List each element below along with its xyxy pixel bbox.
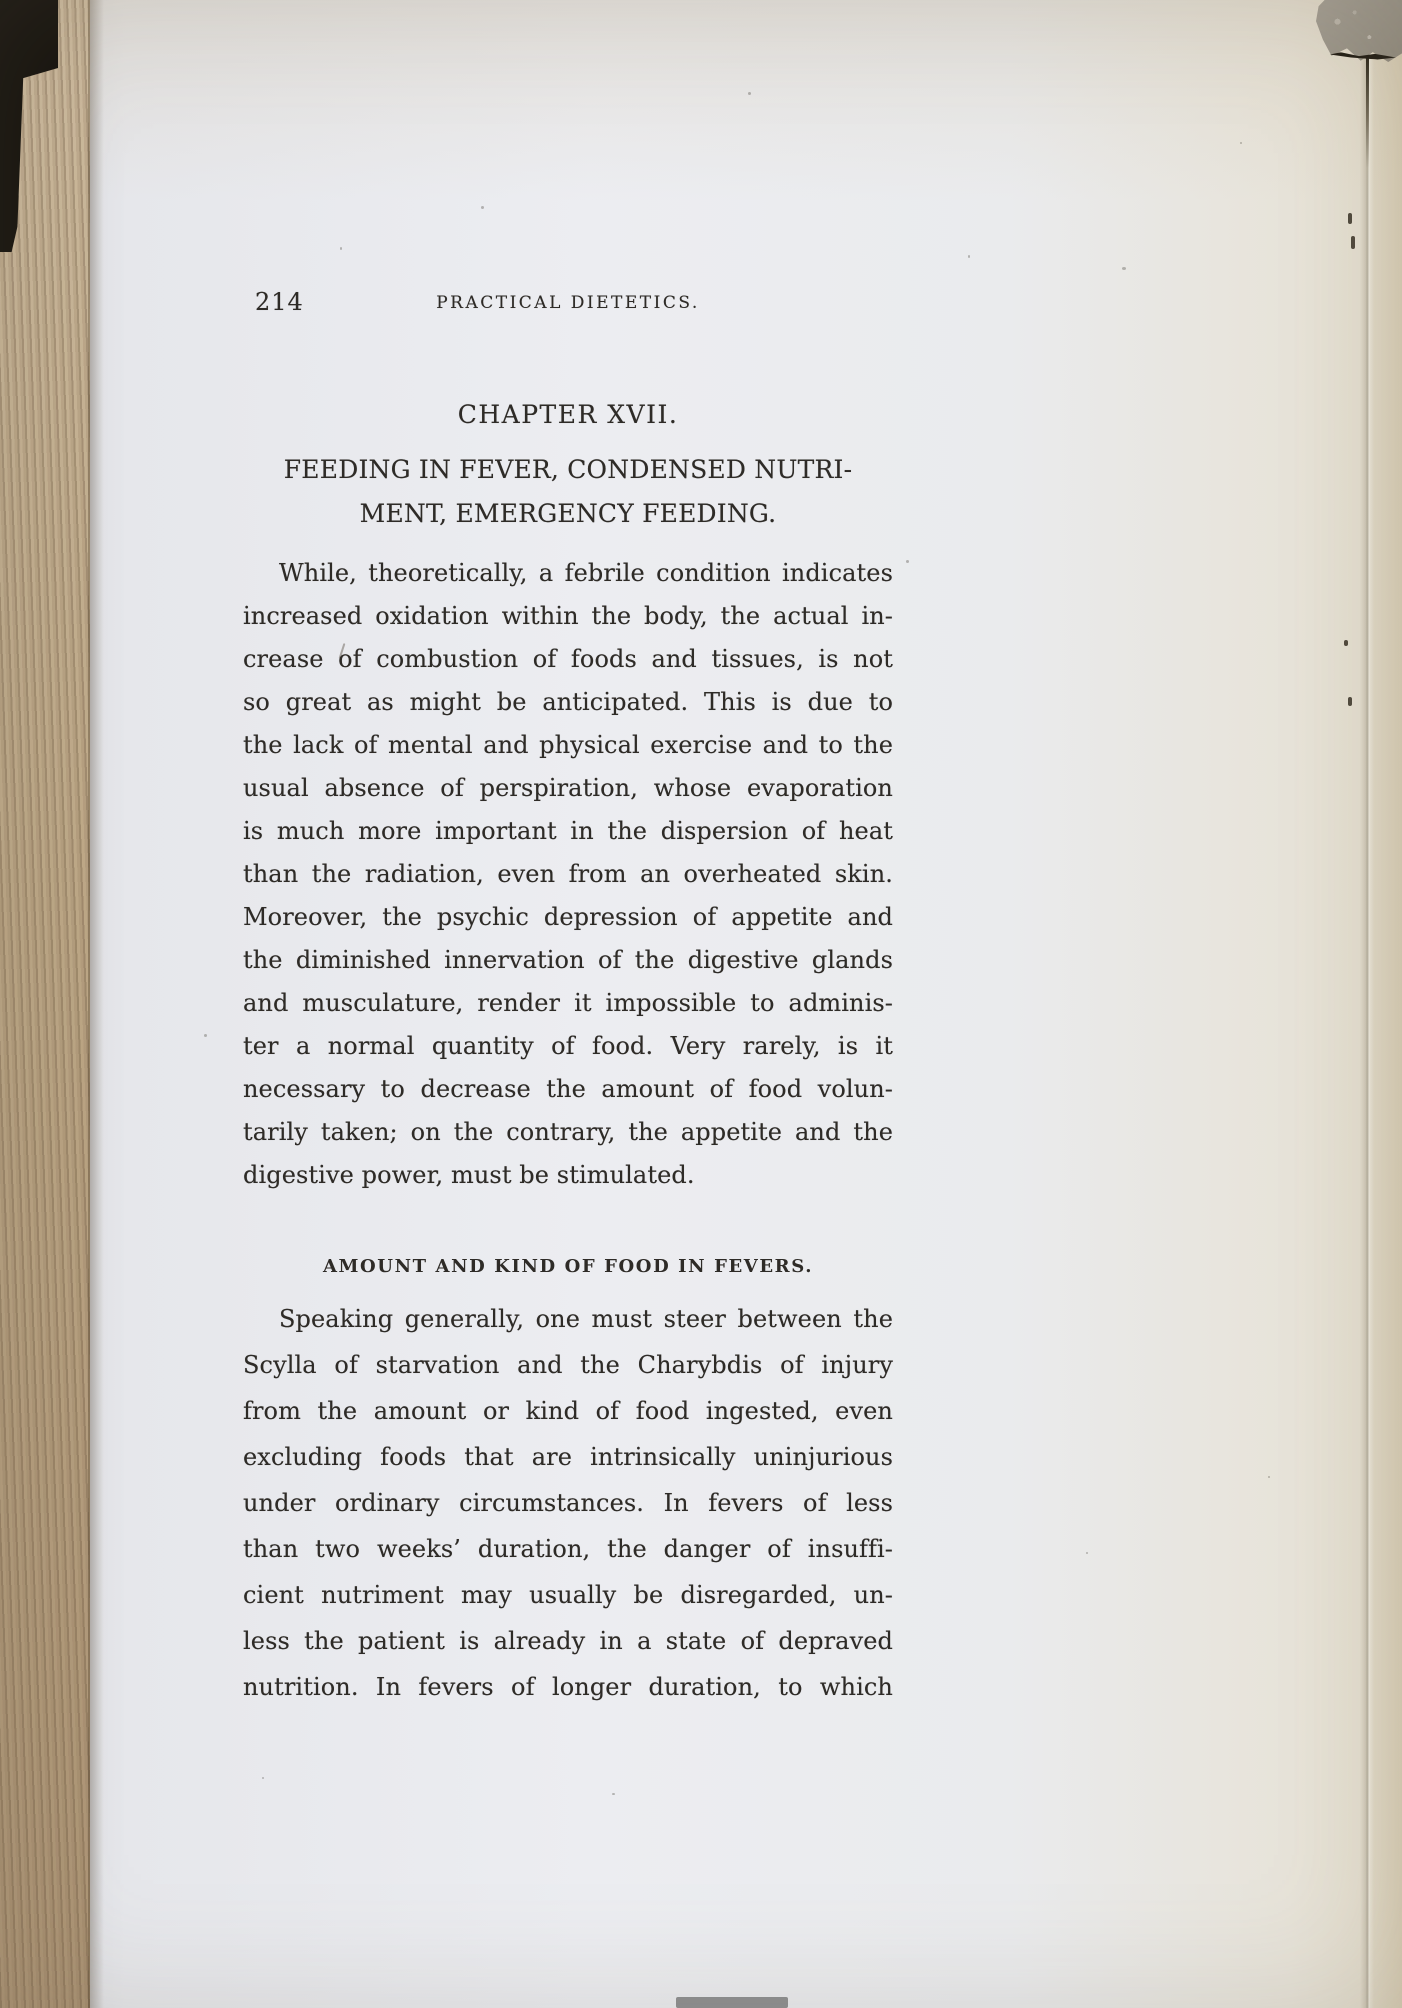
text-line: While, theoretically, a febrile condition indicates [279, 559, 893, 587]
dust-speck [262, 1777, 264, 1779]
dust-speck [906, 560, 909, 563]
dust-speck [1122, 267, 1126, 270]
text-line: cient nutriment may usually be disregarded, un- [243, 1581, 893, 1609]
chapter-heading: CHAPTER XVII. [457, 400, 679, 429]
page-crease-dark-segment [1366, 56, 1369, 168]
text-line: so great as might be anticipated. This is due to [243, 688, 893, 716]
dust-speck [481, 206, 484, 209]
chapter-title [238, 448, 898, 536]
text-line: crease of combustion of foods and tissues, is not [243, 645, 893, 673]
text-line: less the patient is already in a state of depraved [243, 1627, 893, 1655]
text-line: under ordinary circumstances. In fevers of less [243, 1489, 893, 1517]
text-line: excluding foods that are intrinsically uninjurious [243, 1443, 893, 1471]
page-crease-line [1360, 46, 1374, 2008]
text-line: the lack of mental and physical exercise and to the [243, 731, 893, 759]
text-line: necessary to decrease the amount of food volun- [243, 1075, 893, 1103]
gutter-shadow [88, 0, 104, 2008]
crease-mark [1351, 236, 1355, 249]
text-line: usual absence of perspiration, whose evaporation [243, 774, 893, 802]
dust-speck [612, 1793, 615, 1795]
tape-patch [1316, 0, 1402, 62]
right-page-margin-strip [1370, 0, 1402, 2008]
dust-speck [204, 1034, 207, 1037]
dust-speck [1240, 142, 1242, 144]
text-line: Speaking generally, one must steer between the [279, 1305, 893, 1333]
page-edges-strip [0, 0, 90, 2008]
body-paragraph-2 [243, 1296, 893, 1710]
text-line: nutrition. In fevers of longer duration, to which [243, 1673, 893, 1701]
text-line: increased oxidation within the body, the actual in- [243, 602, 893, 630]
dust-speck [340, 247, 342, 250]
bottom-scan-bar [676, 1997, 788, 2008]
text-line: digestive power, must be stimulated. [243, 1161, 695, 1189]
crease-mark [1348, 213, 1352, 224]
text-line: ter a normal quantity of food. Very rarely, is it [243, 1032, 893, 1060]
dust-speck [1086, 1552, 1088, 1554]
chapter-title-line-1: FEEDING IN FEVER, CONDENSED NUTRI- [283, 455, 853, 484]
body-paragraph-1 [243, 552, 893, 1197]
crease-mark [1348, 697, 1352, 706]
dust-speck [1268, 1476, 1270, 1478]
text-line: and musculature, render it impossible to adminis- [243, 989, 893, 1017]
dust-speck [968, 255, 970, 258]
text-line: tarily taken; on the contrary, the appetite and the [243, 1118, 893, 1146]
section-heading: AMOUNT AND KIND OF FOOD IN FEVERS. [322, 1256, 814, 1277]
text-line: Moreover, the psychic depression of appetite and [243, 903, 893, 931]
running-head: PRACTICAL DIETETICS. [436, 293, 700, 313]
text-line: the diminished innervation of the digestive glands [243, 946, 893, 974]
dust-speck [748, 92, 751, 95]
text-line: than two weeks’ duration, the danger of insuffi- [243, 1535, 893, 1563]
page-number: 214 [255, 288, 304, 316]
crease-mark [1344, 640, 1348, 646]
text-line: Scylla of starvation and the Charybdis of injury [243, 1351, 893, 1379]
text-line: than the radiation, even from an overheated skin. [243, 860, 893, 888]
text-line: is much more important in the dispersion of heat [243, 817, 893, 845]
chapter-title-line-2: MENT, EMERGENCY FEEDING. [359, 499, 777, 528]
text-line: from the amount or kind of food ingested, even [243, 1397, 893, 1425]
